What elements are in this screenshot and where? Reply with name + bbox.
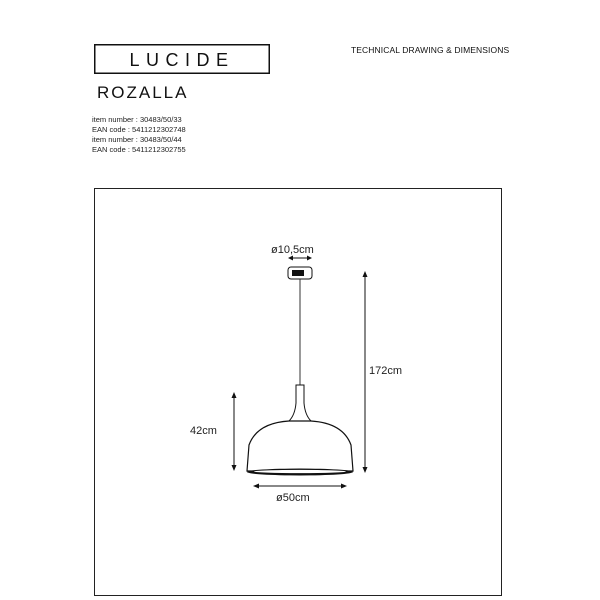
svg-text:LUCIDE: LUCIDE (129, 50, 235, 70)
item-info-row: EAN code : 5411212302748 (92, 125, 186, 134)
lucide-logo (94, 44, 270, 74)
product-name: ROZALLA (97, 83, 189, 102)
item-info-row: EAN code : 5411212302755 (92, 145, 186, 154)
canopy-diameter-label: ø10,5cm (271, 244, 314, 256)
canopy (288, 267, 312, 279)
total-height-label: 172cm (369, 365, 403, 377)
shade-height-label: 42cm (190, 425, 217, 437)
item-info-list (92, 115, 186, 155)
item-info-value: 30483/50/33 (139, 115, 182, 124)
shade-diameter-label: ø50cm (276, 492, 310, 504)
total-height-arrow (363, 271, 368, 473)
item-info-row: item number : 30483/50/44 (92, 135, 182, 144)
shade-diameter-arrow (253, 484, 347, 489)
item-info-label: item number (92, 135, 134, 144)
item-info-row: item number : 30483/50/33 (92, 115, 182, 124)
item-info-value: 30483/50/44 (139, 135, 182, 144)
drawing-frame (94, 188, 502, 596)
item-info-value: 5411212302748 (132, 125, 186, 134)
item-info-label: EAN code (92, 125, 126, 134)
lamp-neck (289, 385, 311, 421)
item-info-label: item number (92, 115, 134, 124)
document-title: TECHNICAL DRAWING & DIMENSIONS (351, 45, 510, 55)
item-info-value: 5411212302755 (132, 145, 186, 154)
canopy-diameter-arrow (288, 256, 312, 261)
lamp-shade (247, 421, 353, 471)
item-info-label: EAN code (92, 145, 126, 154)
shade-height-arrow (232, 392, 237, 471)
